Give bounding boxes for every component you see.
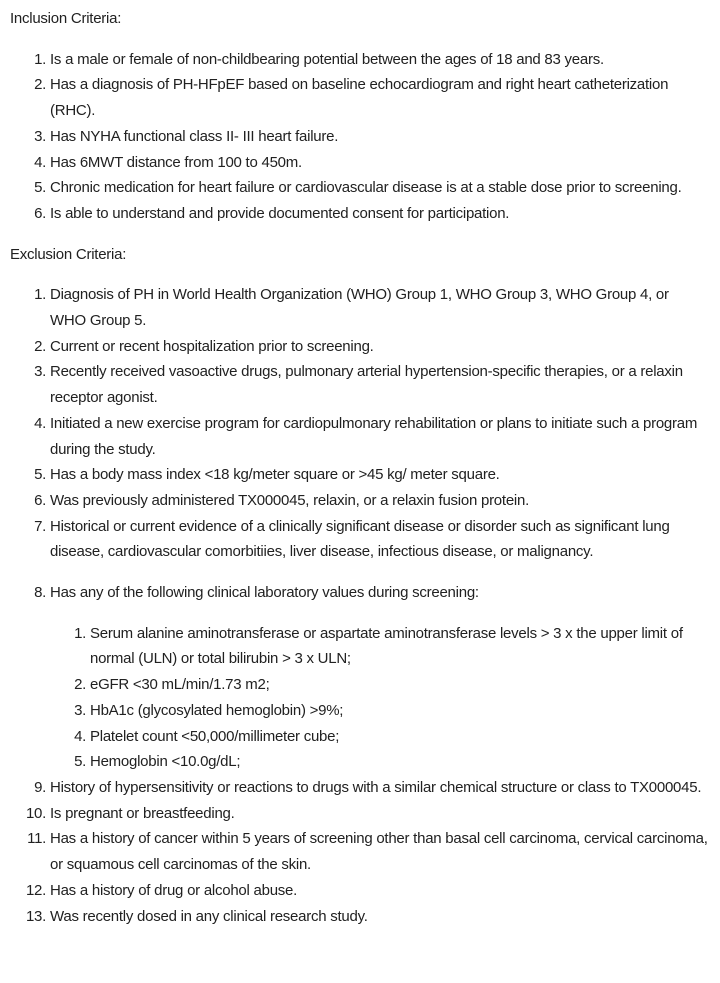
inclusion-item: 5. Chronic medication for heart failure or cardiovascular disease is at a stable dose prior to screening. xyxy=(50,175,708,201)
exclusion-item: 7. Historical or current evidence of a clinically significant disease or disorder such as significant lung disease, cardiovascular comorbitiies, liver disease, infectious disease, or malignancy. xyxy=(50,514,708,565)
exclusion-item: 9. History of hypersensitivity or reactions to drugs with a similar chemical structure or class to TX000045. xyxy=(50,775,708,801)
exclusion-item: 6. Was previously administered TX000045, relaxin, or a relaxin fusion protein. xyxy=(50,488,708,514)
inclusion-item: 2. Has a diagnosis of PH-HFpEF based on baseline echocardiogram and right heart catheterization (RHC). xyxy=(50,72,708,123)
lab-value-item: 4. Platelet count <50,000/millimeter cube; xyxy=(90,724,708,750)
inclusion-item: 4. Has 6MWT distance from 100 to 450m. xyxy=(50,150,708,176)
exclusion-item: 11. Has a history of cancer within 5 years of screening other than basal cell carcinoma, cervical carcinoma, or squamous cell carcinomas of the skin. xyxy=(50,826,708,877)
lab-value-item: 5. Hemoglobin <10.0g/dL; xyxy=(90,749,708,775)
exclusion-item: 1. Diagnosis of PH in World Health Organization (WHO) Group 1, WHO Group 3, WHO Group 4, or WHO Group 5. xyxy=(50,282,708,333)
inclusion-item: 6. Is able to understand and provide documented consent for participation. xyxy=(50,201,708,227)
inclusion-heading: Inclusion Criteria: xyxy=(10,10,122,27)
exclusion-item: 12. Has a history of drug or alcohol abuse. xyxy=(50,878,708,904)
lab-value-item: 1. Serum alanine aminotransferase or aspartate aminotransferase levels > 3 x the upper limit of normal (ULN) or total bilirubin > 3 x ULN; xyxy=(90,621,708,672)
exclusion-item: 4. Initiated a new exercise program for cardiopulmonary rehabilitation or plans to initiate such a program during the study. xyxy=(50,411,708,462)
inclusion-list xyxy=(10,47,708,227)
lab-value-item: 2. eGFR <30 mL/min/1.73 m2; xyxy=(90,672,708,698)
lab-value-item: 3. HbA1c (glycosylated hemoglobin) >9%; xyxy=(90,698,708,724)
exclusion-item-8-text: 8. Has any of the following clinical laboratory values during screening: xyxy=(50,584,479,602)
exclusion-item: 3. Recently received vasoactive drugs, pulmonary arterial hypertension-specific therapies, or a relaxin receptor agonist. xyxy=(50,359,708,410)
exclusion-item-8 xyxy=(50,580,708,775)
exclusion-item: 10. Is pregnant or breastfeeding. xyxy=(50,801,708,827)
exclusion-heading: Exclusion Criteria: xyxy=(10,245,127,263)
exclusion-item: 2. Current or recent hospitalization prior to screening. xyxy=(50,334,708,360)
exclusion-item-8-sublist xyxy=(50,621,708,775)
exclusion-item: 13. Was recently dosed in any clinical research study. xyxy=(50,904,708,930)
exclusion-item: 5. Has a body mass index <18 kg/meter square or >45 kg/ meter square. xyxy=(50,462,708,488)
inclusion-item: 1. Is a male or female of non-childbearing potential between the ages of 18 and 83 years. xyxy=(50,47,708,73)
exclusion-list xyxy=(10,282,708,929)
inclusion-item: 3. Has NYHA functional class II- III heart failure. xyxy=(50,124,708,150)
